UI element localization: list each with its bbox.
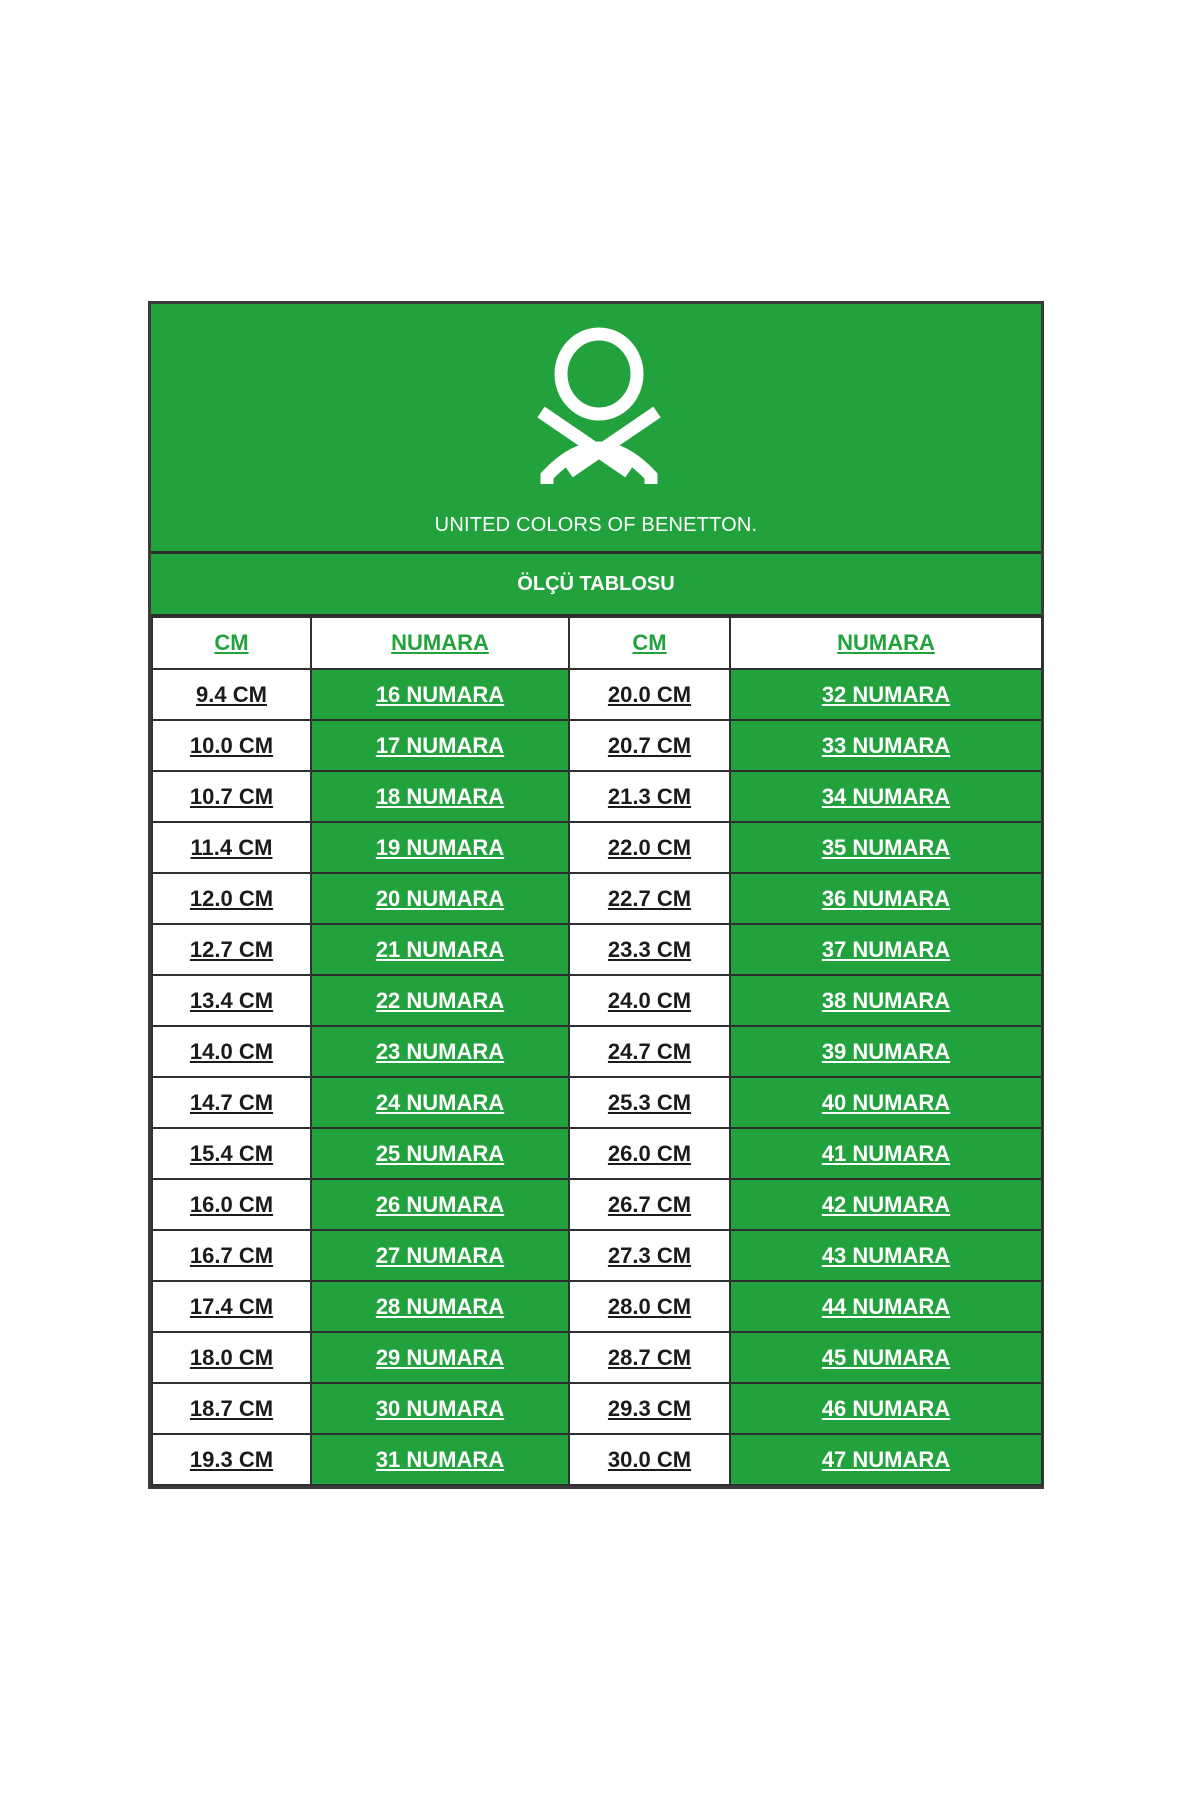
chart-title: ÖLÇÜ TABLOSU [151,554,1041,616]
numara-cell: 31 NUMARA [311,1434,569,1485]
cm-cell: 10.7 CM [152,771,311,822]
cm-cell: 28.7 CM [569,1332,730,1383]
numara-cell: 45 NUMARA [730,1332,1042,1383]
cm-cell: 14.0 CM [152,1026,311,1077]
numara-cell: 18 NUMARA [311,771,569,822]
cm-cell: 27.3 CM [569,1230,730,1281]
cm-cell: 26.0 CM [569,1128,730,1179]
numara-cell: 16 NUMARA [311,669,569,720]
cm-cell: 11.4 CM [152,822,311,873]
numara-cell: 36 NUMARA [730,873,1042,924]
numara-cell: 32 NUMARA [730,669,1042,720]
cm-cell: 16.0 CM [152,1179,311,1230]
numara-cell: 39 NUMARA [730,1026,1042,1077]
cm-cell: 29.3 CM [569,1383,730,1434]
numara-cell: 41 NUMARA [730,1128,1042,1179]
numara-cell: 25 NUMARA [311,1128,569,1179]
numara-cell: 34 NUMARA [730,771,1042,822]
numara-cell: 19 NUMARA [311,822,569,873]
numara-cell: 28 NUMARA [311,1281,569,1332]
cm-cell: 25.3 CM [569,1077,730,1128]
table-row [152,1281,1042,1332]
cm-cell: 14.7 CM [152,1077,311,1128]
table-header-row [152,617,1042,669]
numara-cell: 38 NUMARA [730,975,1042,1026]
numara-cell: 20 NUMARA [311,873,569,924]
cm-cell: 22.0 CM [569,822,730,873]
table-row [152,975,1042,1026]
numara-cell: 22 NUMARA [311,975,569,1026]
numara-cell: 35 NUMARA [730,822,1042,873]
header-cm: CM [569,617,730,669]
numara-cell: 27 NUMARA [311,1230,569,1281]
numara-cell: 40 NUMARA [730,1077,1042,1128]
table-row [152,1434,1042,1485]
table-row [152,873,1042,924]
cm-cell: 20.7 CM [569,720,730,771]
numara-cell: 37 NUMARA [730,924,1042,975]
table-row [152,1230,1042,1281]
cm-cell: 13.4 CM [152,975,311,1026]
cm-cell: 18.0 CM [152,1332,311,1383]
numara-cell: 43 NUMARA [730,1230,1042,1281]
numara-cell: 29 NUMARA [311,1332,569,1383]
cm-cell: 15.4 CM [152,1128,311,1179]
cm-cell: 19.3 CM [152,1434,311,1485]
cm-cell: 18.7 CM [152,1383,311,1434]
benetton-logo-icon [537,324,661,494]
table-row [152,1383,1042,1434]
numara-cell: 17 NUMARA [311,720,569,771]
cm-cell: 30.0 CM [569,1434,730,1485]
table-row [152,720,1042,771]
numara-cell: 26 NUMARA [311,1179,569,1230]
table-row [152,1332,1042,1383]
numara-cell: 24 NUMARA [311,1077,569,1128]
header-numara: NUMARA [311,617,569,669]
numara-cell: 47 NUMARA [730,1434,1042,1485]
cm-cell: 22.7 CM [569,873,730,924]
table-row [152,822,1042,873]
brand-header [151,304,1041,554]
table-row [152,1077,1042,1128]
table-row [152,669,1042,720]
table-row [152,1128,1042,1179]
cm-cell: 21.3 CM [569,771,730,822]
numara-cell: 44 NUMARA [730,1281,1042,1332]
size-table [151,616,1043,1486]
table-row [152,924,1042,975]
cm-cell: 28.0 CM [569,1281,730,1332]
numara-cell: 30 NUMARA [311,1383,569,1434]
size-chart [148,301,1044,1489]
table-row [152,771,1042,822]
numara-cell: 33 NUMARA [730,720,1042,771]
cm-cell: 20.0 CM [569,669,730,720]
numara-cell: 23 NUMARA [311,1026,569,1077]
cm-cell: 16.7 CM [152,1230,311,1281]
cm-cell: 24.0 CM [569,975,730,1026]
brand-name: UNITED COLORS OF BENETTON. [434,514,758,536]
cm-cell: 10.0 CM [152,720,311,771]
table-row [152,1026,1042,1077]
numara-cell: 46 NUMARA [730,1383,1042,1434]
numara-cell: 42 NUMARA [730,1179,1042,1230]
numara-cell: 21 NUMARA [311,924,569,975]
cm-cell: 17.4 CM [152,1281,311,1332]
cm-cell: 9.4 CM [152,669,311,720]
header-cm: CM [152,617,311,669]
header-numara: NUMARA [730,617,1042,669]
cm-cell: 26.7 CM [569,1179,730,1230]
cm-cell: 24.7 CM [569,1026,730,1077]
cm-cell: 12.7 CM [152,924,311,975]
cm-cell: 23.3 CM [569,924,730,975]
cm-cell: 12.0 CM [152,873,311,924]
table-row [152,1179,1042,1230]
